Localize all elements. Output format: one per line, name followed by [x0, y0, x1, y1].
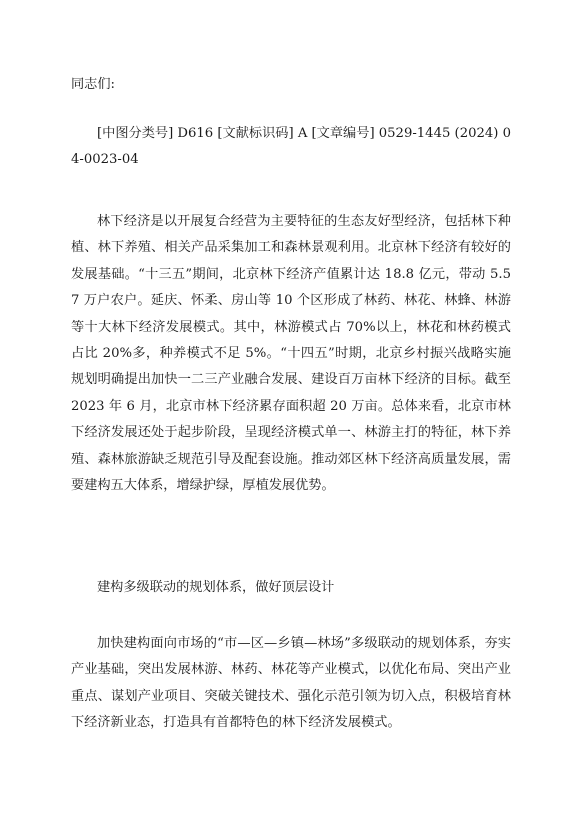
- section-paragraph: 加快建构面向市场的“市—区—乡镇—林场”多级联动的规划体系，夯实产业基础，突出发展林游、林药、林花等产业模式，以优化布局、突出产业重点、谋划产业项目、突破关键技术、强化示范引领为切入点，积极培育林下经济新业态，打造具有首都特色的林下经济发展模式。: [71, 636, 511, 731]
- section-heading: 建构多级联动的规划体系，做好顶层设计: [97, 580, 335, 595]
- greeting: 同志们:: [71, 77, 116, 92]
- intro-paragraph: 林下经济是以开展复合经营为主要特征的生态友好型经济，包括林下种植、林下养殖、相关产品采集加工和森林景观利用。北京林下经济有较好的发展基础。“十三五”期间，北京林下经济产值累计达 18.8 亿元，带动 5.57 万户农户。延庆、怀柔、房山等 10 个区形成了林药、林花、林蜂、林游等十大林下经济发展模式。其中，林游模式占 70%以上，林花和林药模式占比 20%多，种养模式不足 5%。“十四五”时期，北京乡村振兴战略实施规划明确提出加快一二三产业融合发展、建设百万亩林下经济的目标。截至 2023 年 6 月，北京市林下经济累存面积超 20 万亩。总体来看，北京市林下经济发展还处于起步阶段，呈现经济模式单一、林游主打的特征，林下养殖、森林旅游缺乏规范引导及配套设施。推动郊区林下经济高质量发展，需要建构五大体系，增绿护绿，厚植发展优势。: [71, 214, 511, 494]
- classification-line: [中图分类号] D616 [文献标识码] A [文章编号] 0529-1445 (2024) 04-0023-04: [71, 126, 511, 168]
